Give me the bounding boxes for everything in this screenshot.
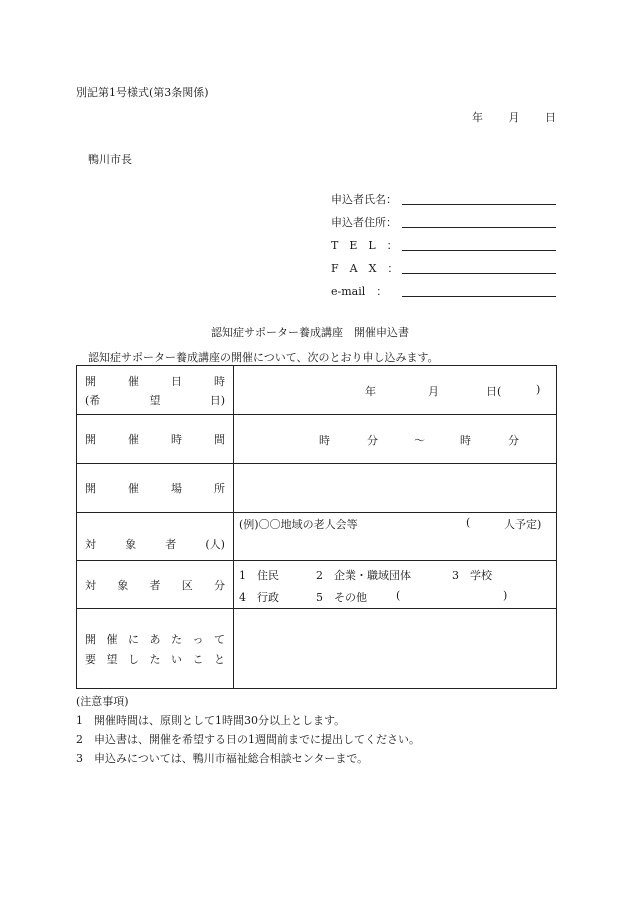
label-char: 要	[85, 652, 96, 666]
label-char: 望	[106, 652, 118, 666]
applicant-email-field[interactable]	[402, 296, 556, 297]
application-table	[76, 365, 557, 689]
start-minute-unit: 分	[367, 434, 378, 447]
intro-text: 認知症サポーター養成講座の開催について、次のとおり申し込みます。	[88, 351, 439, 364]
form-number: 別記第1号様式(第3条関係)	[76, 86, 209, 99]
label-char: 催	[128, 482, 139, 495]
row-requests-label	[77, 609, 234, 689]
applicant-fax-field[interactable]	[402, 273, 556, 274]
label-char: た	[149, 652, 161, 666]
label-char: 象	[125, 537, 137, 551]
row-date-value[interactable]	[234, 366, 557, 415]
label-char: し	[128, 652, 139, 666]
applicant-email-label: e-mail ：	[331, 285, 388, 298]
document-title: 認知症サポーター養成講座 開催申込書	[211, 326, 409, 339]
label-char: あ	[149, 632, 161, 646]
label-char: 開	[85, 482, 96, 495]
row-category-value	[234, 561, 557, 609]
row-date-label-line2	[85, 392, 225, 408]
notes-heading: (注意事項)	[76, 695, 129, 708]
row-time-value[interactable]	[234, 415, 557, 464]
row-place-value[interactable]	[234, 464, 557, 513]
label-char: 催	[106, 632, 118, 646]
label-char: 間	[214, 433, 225, 446]
label-char: て	[214, 632, 225, 646]
label-char: 開	[85, 374, 96, 388]
label-char: (人)	[205, 537, 225, 551]
row-target	[77, 513, 557, 561]
label-char: た	[171, 632, 182, 646]
other-paren-open: (	[396, 588, 401, 602]
label-char: (希	[85, 393, 101, 407]
row-date-label-line1	[85, 373, 225, 389]
note-item-3: 3 申込みについては、鴨川市福祉総合相談センターまで。	[76, 752, 369, 765]
label-char: 時	[171, 433, 182, 446]
applicant-name-field[interactable]	[402, 204, 556, 205]
date-year-unit: 年	[365, 385, 376, 398]
note-item-1: 1 開催時間は、原則として1時間30分以上とします。	[76, 714, 346, 727]
row-category-label	[77, 561, 234, 609]
date-line	[472, 109, 556, 125]
label-char: 催	[128, 374, 139, 388]
row-requests-value[interactable]	[234, 609, 557, 689]
start-hour-unit: 時	[319, 434, 330, 447]
row-requests	[77, 609, 557, 689]
label-char: っ	[192, 632, 204, 646]
applicant-address-field[interactable]	[402, 227, 556, 228]
label-char: 区	[181, 578, 193, 592]
date-month-label: 月	[508, 111, 520, 124]
label-char: 時	[214, 374, 225, 388]
applicant-tel-label: T E L ：	[331, 239, 398, 252]
label-char: こ	[192, 652, 204, 666]
label-char: 対	[85, 537, 96, 551]
category-option-companies[interactable]: 2 企業・職域団体	[316, 568, 411, 582]
category-option-other[interactable]: 5 その他	[316, 590, 367, 604]
applicant-address-label: 申込者住所：	[331, 216, 397, 229]
row-place-label	[77, 464, 234, 513]
row-time	[77, 415, 557, 464]
row-date-label	[77, 366, 234, 415]
expected-count-suffix: 人予定)	[504, 518, 542, 531]
category-option-administration[interactable]: 4 行政	[239, 590, 279, 604]
applicant-fax-label: F A X ：	[331, 262, 399, 275]
row-time-label	[77, 415, 234, 464]
date-weekday-close: )	[536, 383, 541, 396]
label-char: 場	[171, 482, 182, 495]
label-char: 象	[117, 578, 129, 592]
note-item-2: 2 申込書は、開催を希望する日の1週間前までに提出してください。	[76, 733, 420, 746]
label-char: 者	[165, 537, 177, 551]
label-char: 望	[149, 393, 161, 407]
category-option-schools[interactable]: 3 学校	[452, 568, 492, 582]
row-target-label	[77, 513, 234, 561]
target-example: (例)〇〇地域の老人会等	[239, 518, 358, 531]
label-char: 日	[171, 374, 182, 388]
label-char: 者	[149, 578, 161, 592]
label-char: 開	[85, 632, 96, 646]
applicant-tel-field[interactable]	[402, 250, 556, 251]
date-day-unit: 日(	[486, 385, 502, 398]
label-char: い	[171, 652, 182, 666]
other-paren-close: )	[503, 588, 508, 602]
end-hour-unit: 時	[460, 434, 471, 447]
label-char: 分	[214, 578, 225, 592]
date-year-label: 年	[472, 111, 483, 124]
label-char: に	[128, 632, 139, 646]
row-date	[77, 366, 557, 415]
expected-count-open: (	[466, 516, 471, 529]
row-category	[77, 561, 557, 609]
date-day-label: 日	[545, 111, 556, 124]
label-char: 所	[214, 482, 225, 495]
label-char: と	[214, 652, 225, 666]
category-option-residents[interactable]: 1 住民	[239, 568, 279, 582]
time-range-tilde: ～	[414, 434, 425, 447]
date-month-unit: 月	[428, 385, 439, 398]
label-char: 対	[85, 578, 96, 592]
recipient: 鴨川市長	[88, 153, 132, 166]
label-char: 催	[128, 433, 139, 446]
applicant-name-label: 申込者氏名：	[331, 193, 397, 206]
label-char: 開	[85, 433, 96, 446]
end-minute-unit: 分	[508, 434, 519, 447]
row-target-value[interactable]	[234, 513, 557, 561]
row-place	[77, 464, 557, 513]
label-char: 日)	[209, 393, 225, 407]
